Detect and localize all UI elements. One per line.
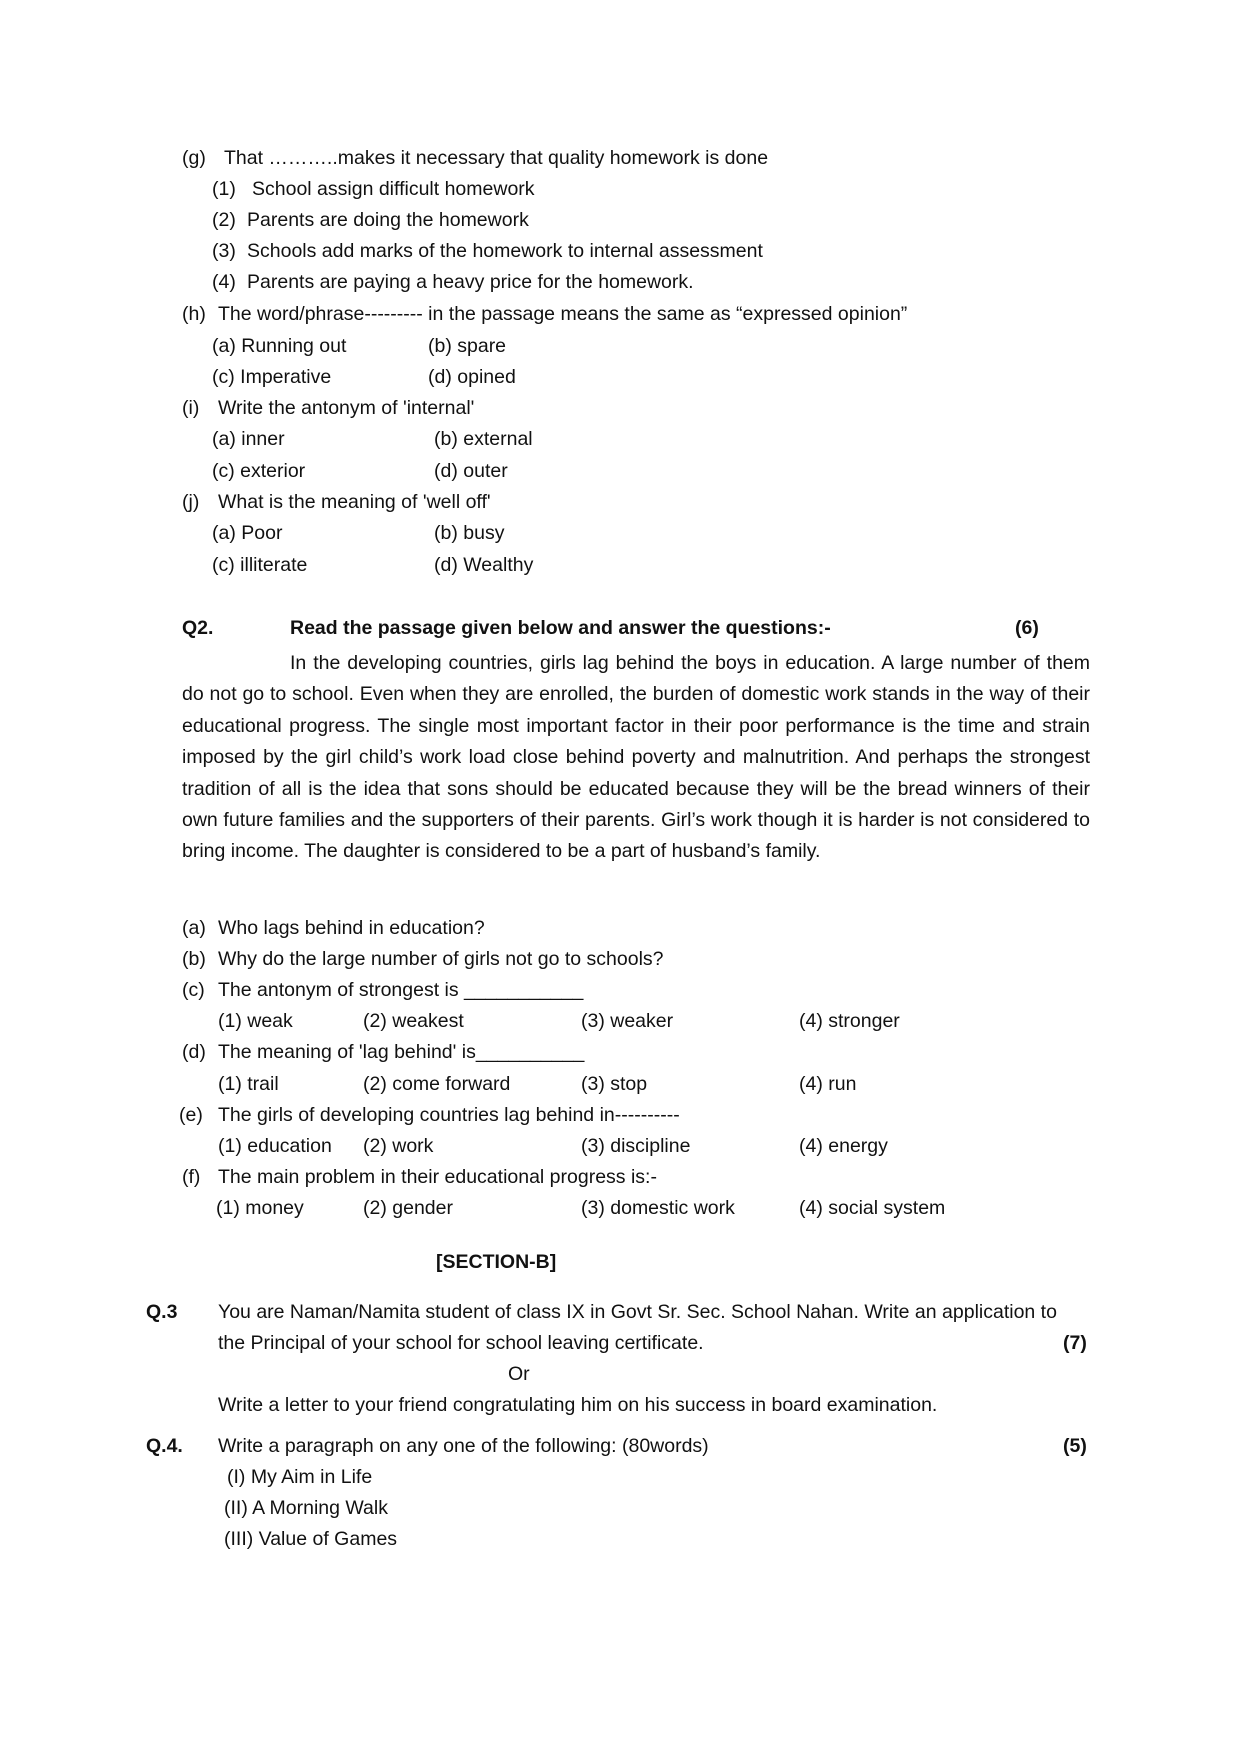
option-text: School assign difficult homework: [252, 178, 535, 200]
q4-option-1: (I) My Aim in Life: [227, 1466, 373, 1488]
q2-f-option-4: (4) social system: [799, 1197, 946, 1219]
option-c: (c) illiterate: [212, 554, 308, 576]
option-label: (1): [212, 178, 236, 200]
q2-e-option-1: (1) education: [218, 1135, 332, 1157]
q2-b-label: (b): [182, 948, 206, 970]
option-label: (4): [212, 271, 236, 293]
q4-marks: (5): [1063, 1435, 1087, 1457]
q3-line-1: You are Naman/Namita student of class IX in Govt Sr. Sec. School Nahan. Write an application to: [218, 1301, 1057, 1323]
option-c: (c) exterior: [212, 460, 306, 482]
q2-d-option-1: (1) trail: [218, 1073, 279, 1095]
q2-f-option-2: (2) gender: [363, 1197, 453, 1219]
q2-e-option-2: (2) work: [363, 1135, 434, 1157]
q2-f-label: (f): [182, 1166, 201, 1188]
option-a: (a) inner: [212, 428, 285, 450]
q2-c-text: The antonym of strongest is ___________: [218, 979, 584, 1001]
question-i-text: Write the antonym of 'internal': [218, 397, 475, 419]
option-label: (2): [212, 209, 236, 231]
q2-heading: Read the passage given below and answer the questions:-: [290, 617, 831, 639]
option-text: Schools add marks of the homework to internal assessment: [247, 240, 763, 262]
option-text: Parents are doing the homework: [247, 209, 529, 231]
q2-f-option-1: (1) money: [216, 1197, 304, 1219]
q2-e-text: The girls of developing countries lag behind in----------: [218, 1104, 680, 1126]
q3-marks: (7): [1063, 1332, 1087, 1354]
question-g-label: (g): [182, 147, 206, 169]
q2-d-option-2: (2) come forward: [363, 1073, 511, 1095]
option-b: (b) spare: [428, 335, 507, 357]
question-i-label: (i): [182, 397, 200, 419]
option-a: (a) Poor: [212, 522, 283, 544]
q4-text: Write a paragraph on any one of the following: (80words): [218, 1435, 709, 1457]
q2-e-option-3: (3) discipline: [581, 1135, 691, 1157]
q2-c-option-4: (4) stronger: [799, 1010, 900, 1032]
q2-number: Q2.: [182, 617, 214, 639]
q2-c-option-2: (2) weakest: [363, 1010, 464, 1032]
q2-passage-text: In the developing countries, girls lag behind the boys in education. A large number of them do not go to school. Even when they are enrolled, the burden of domestic work stands in the way of their educational progress. The single most important factor in their poor performance is the time and strain imposed by the girl child’s work load close behind poverty and malnutrition. And perhaps the strongest tradition of all is the idea that sons should be educated because they will be the bread winners of their own future families and the supporters of their parents. Girl’s work though it is harder is not considered to bring income. The daughter is considered to be a part of husband’s family.: [182, 652, 1090, 863]
q2-e-label: (e): [179, 1104, 203, 1126]
option-d: (d) outer: [434, 460, 508, 482]
option-a: (a) Running out: [212, 335, 347, 357]
option-d: (d) Wealthy: [434, 554, 534, 576]
option-b: (b) external: [434, 428, 533, 450]
q2-d-option-3: (3) stop: [581, 1073, 648, 1095]
q2-marks: (6): [1015, 617, 1039, 639]
q2-b-text: Why do the large number of girls not go to schools?: [218, 948, 664, 970]
q2-c-option-1: (1) weak: [218, 1010, 293, 1032]
q2-a-text: Who lags behind in education?: [218, 917, 485, 939]
q3-alternative: Write a letter to your friend congratulating him on his success in board examination.: [218, 1394, 938, 1416]
q4-option-2: (II) A Morning Walk: [224, 1497, 388, 1519]
q2-f-text: The main problem in their educational progress is:-: [218, 1166, 657, 1188]
question-j-label: (j): [182, 491, 200, 513]
option-d: (d) opined: [428, 366, 516, 388]
q2-e-option-4: (4) energy: [799, 1135, 888, 1157]
question-h-label: (h): [182, 303, 206, 325]
q2-d-text: The meaning of 'lag behind' is__________: [218, 1041, 585, 1063]
q3-or: Or: [508, 1363, 530, 1385]
question-g-text: That ………..makes it necessary that quality homework is done: [224, 147, 769, 169]
option-b: (b) busy: [434, 522, 505, 544]
q2-passage: [182, 648, 1090, 868]
q2-f-option-3: (3) domestic work: [581, 1197, 735, 1219]
q2-d-label: (d): [182, 1041, 206, 1063]
q2-a-label: (a): [182, 917, 206, 939]
q2-c-option-3: (3) weaker: [581, 1010, 674, 1032]
question-j-text: What is the meaning of 'well off': [218, 491, 491, 513]
option-label: (3): [212, 240, 236, 262]
q3-line-2: the Principal of your school for school leaving certificate.: [218, 1332, 704, 1354]
option-text: Parents are paying a heavy price for the homework.: [247, 271, 694, 293]
q4-number: Q.4.: [146, 1435, 183, 1457]
option-c: (c) Imperative: [212, 366, 332, 388]
q2-d-option-4: (4) run: [799, 1073, 857, 1095]
question-h-text: The word/phrase--------- in the passage means the same as “expressed opinion”: [218, 303, 908, 325]
section-b-title: [SECTION-B]: [436, 1251, 557, 1273]
q3-number: Q.3: [146, 1301, 178, 1323]
q4-option-3: (III) Value of Games: [224, 1528, 398, 1550]
q2-c-label: (c): [182, 979, 205, 1001]
